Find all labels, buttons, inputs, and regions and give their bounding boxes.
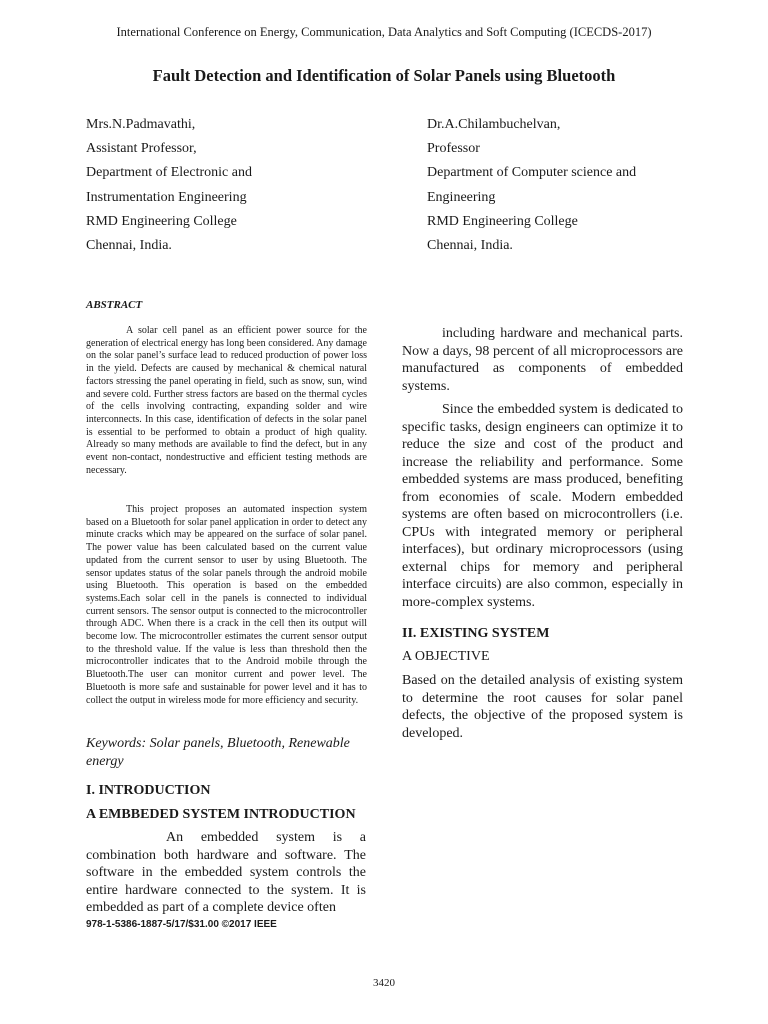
abstract-paragraph-2 (86, 504, 367, 707)
abstract-paragraph-1 (86, 325, 367, 477)
right-paragraph-3: Based on the detailed analysis of existing system to determine the root causes for solar panel defects, the objective of the proposed system is developed. (402, 673, 683, 741)
keywords: Keywords: Solar panels, Bluetooth, Renewable energy (86, 736, 350, 769)
abstract-heading: ABSTRACT (86, 299, 143, 311)
paper-title: Fault Detection and Identification of Solar Panels using Bluetooth (152, 66, 616, 85)
abstract-paragraph-2-text: This project proposes an automated inspection system based on a Bluetooth for solar panel application in order to detect any minute cracks which may be appeared on the surface of solar panel. The power value has been calculated based on the current value updated from the current sensor to user by using Bluetooth. The sensor updates status of the solar panels through the android mobile using Bluetooth. This operation is based on the embedded systems.Each solar cell in the panels is connected to individual current sensors. The sensor output is connected to the microcontroller through ADC. When there is a crack in the cell then its output will become low. The microcontroller estimates the current sensor output to the threshold value. If the value is less than threshold then the microcontroller indicates that to the Android mobile through the Bluetooth.The user can monitor current and power level. The Bluetooth is more safe and sustainable for power level and it has to collect the output in wireless mode for more efficiency and security. (86, 504, 367, 706)
author-1-department: Department of Electronic and (86, 165, 252, 181)
author-1-name: Mrs.N.Padmavathi, (86, 117, 196, 132)
author-2-college: RMD Engineering College (427, 213, 578, 229)
right-paragraph-1 (402, 325, 683, 395)
intro-paragraph (86, 829, 366, 917)
author-1-position: Assistant Professor, (86, 141, 197, 157)
abstract-paragraph-1-text: A solar cell panel as an efficient power source for the generation of electrical energy has long been considered. Any damage on the solar panel’s surface lead to reduced production of power loss in the yield. Defects are caused by mechanical & chemical natural factors stressing the panel operating in field, such as snow, sun, wind and severe cold. Further stress factors are based on the thermal cycles of the cells involving contracting, expanding solder and wire interconnects. In this case, identification of defects in the solar panel is essential to be performed to obtain a product of high quality. Already so many methods are available to find the defect, but in any event non-contact, nondestructive and efficient testing methods are necessary. (86, 325, 367, 476)
right-paragraph-1-text: including hardware and mechanical parts. Now a days, 98 percent of all microprocessors are manufactured as components of embedded systems. (402, 326, 683, 394)
subsection-heading-embedded: A EMBBEDED SYSTEM INTRODUCTION (86, 807, 356, 822)
author-2-location: Chennai, India. (427, 238, 513, 254)
author-1-college: RMD Engineering College (86, 213, 237, 229)
author-1-department-cont: Instrumentation Engineering (86, 189, 247, 205)
section-heading-existing-system: II. EXISTING SYSTEM (402, 626, 550, 641)
isbn-footer: 978-1-5386-1887-5/17/$31.00 ©2017 IEEE (86, 919, 277, 930)
author-2-name: Dr.A.Chilambuchelvan, (427, 117, 561, 132)
author-block-1 (86, 113, 252, 258)
conference-header: International Conference on Energy, Communication, Data Analytics and Soft Computing (ICECDS-2017) (116, 25, 652, 39)
author-1-location: Chennai, India. (86, 238, 172, 254)
author-2-department: Department of Computer science and (427, 165, 637, 181)
author-2-department-cont: Engineering (427, 189, 496, 205)
author-2-position: Professor (427, 141, 480, 157)
intro-paragraph-text: An embedded system is a combination both hardware and software. The software in the embedded system controls the entire hardware connected to the system. It is embedded as part of a complete device often (86, 830, 366, 915)
section-heading-introduction: I. INTRODUCTION (86, 783, 211, 798)
right-paragraph-2-text: Since the embedded system is dedicated to specific tasks, design engineers can optimize it to reduce the size and cost of the product and increase the reliability and performance. Some embedded systems are mass produced, benefiting from economies of scale. Modern embedded systems are often based on microcontrollers (i.e. CPUs with integrated memory or peripheral interfaces), but ordinary microprocessors (using external chips for memory and peripheral interface circuits) are also common, especially in more-complex systems. (402, 402, 683, 610)
right-paragraph-2 (402, 401, 683, 611)
subsection-heading-objective: A OBJECTIVE (402, 649, 490, 664)
author-block-2 (427, 113, 636, 258)
page-number: 3420 (373, 977, 395, 989)
